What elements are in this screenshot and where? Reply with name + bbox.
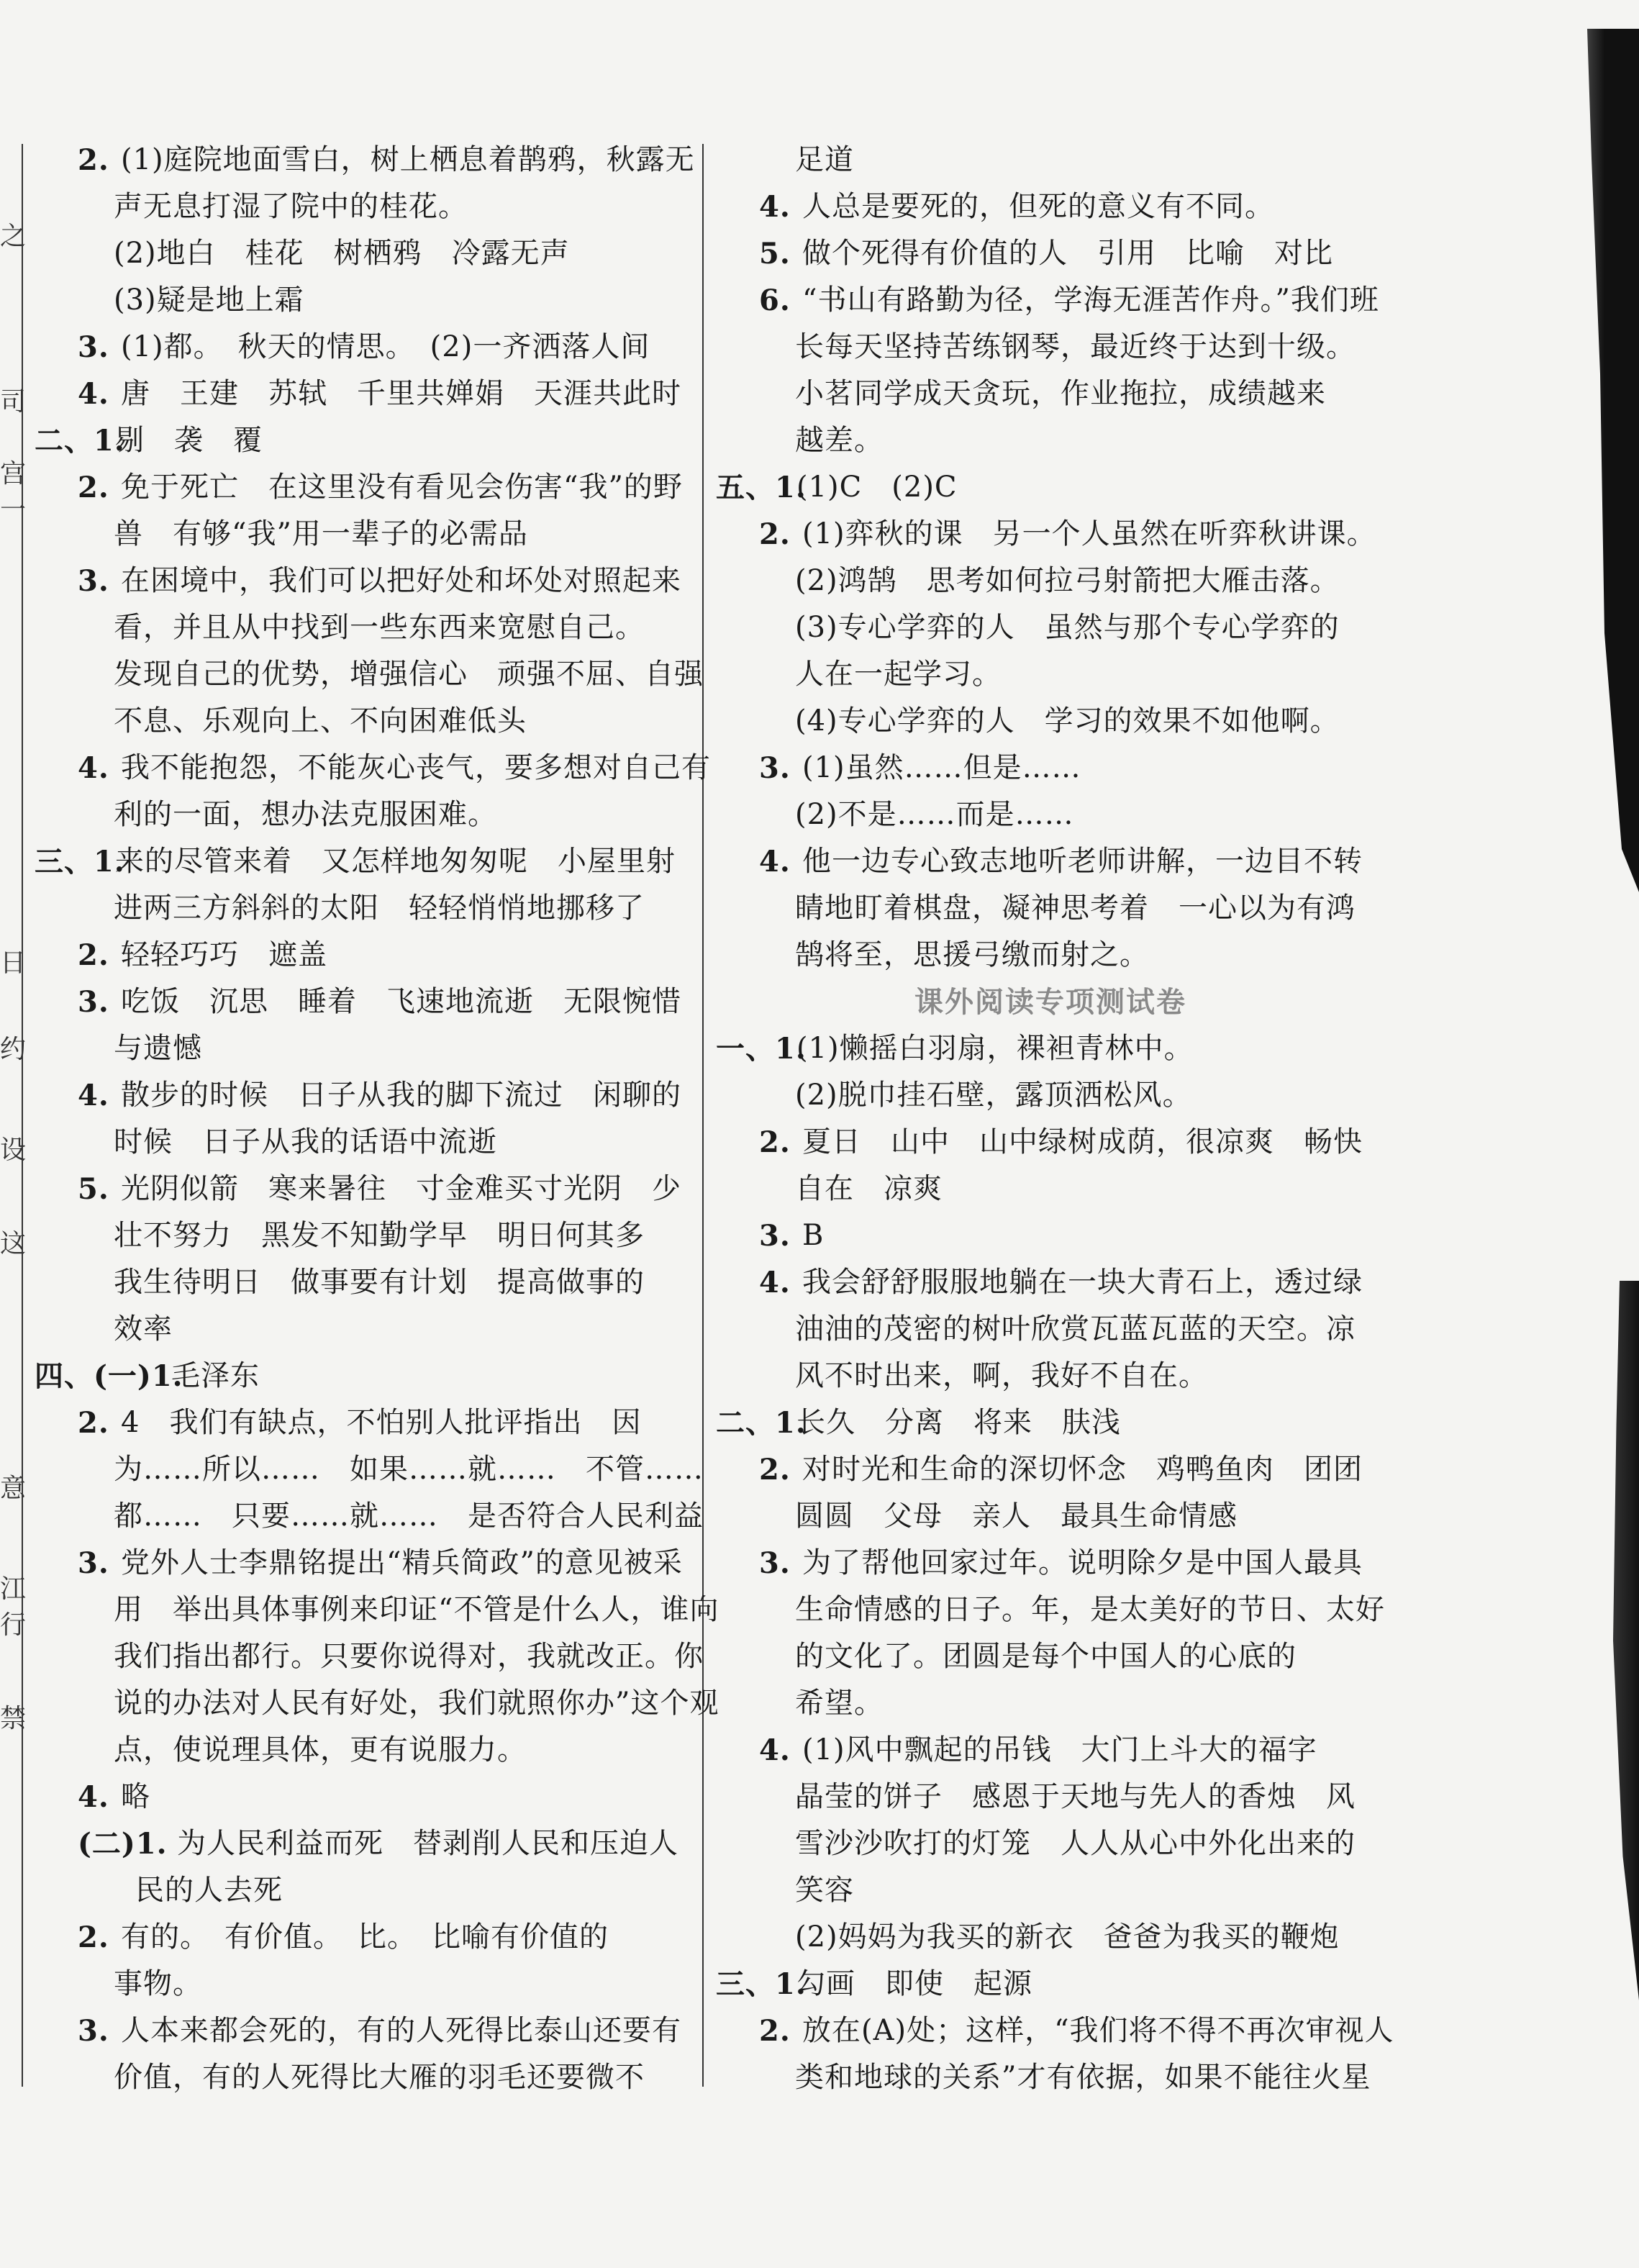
answer-text: B xyxy=(802,1219,825,1252)
left-margin-rule xyxy=(22,144,23,2087)
answer-text: (1)虽然……但是…… xyxy=(802,751,1081,784)
answer-text: (2)妈妈为我买的新衣 爸爸为我买的鞭炮 xyxy=(795,1920,1340,1954)
answer-line xyxy=(35,137,696,183)
answer-text: 圆圆 父母 亲人 最具生命情感 xyxy=(795,1500,1238,1533)
question-number: (二)1. xyxy=(78,1827,168,1861)
answer-line xyxy=(35,1680,719,1727)
question-number: 2. xyxy=(78,1406,109,1440)
answer-text: (3)疑是地上霜 xyxy=(114,284,304,317)
margin-char: 司 xyxy=(0,387,27,417)
answer-text: 吃饭 沉思 睡着 飞速地流逝 无限惋惜 xyxy=(121,985,681,1018)
answer-line xyxy=(35,651,704,698)
answer-text: 剔 袭 覆 xyxy=(115,424,263,457)
answer-text: 自在 凉爽 xyxy=(795,1172,943,1205)
question-number: 4. xyxy=(78,377,109,411)
question-number: 2. xyxy=(759,2014,791,2048)
answer-text: 声无息打湿了院中的桂花。 xyxy=(114,190,468,223)
question-number: 5. xyxy=(78,1172,109,1206)
answer-text: 说的办法对人民有好处，我们就照你办”这个观 xyxy=(114,1687,719,1720)
answer-line xyxy=(716,1212,1385,1259)
answer-text: 的文化了。团圆是每个中国人的心底的 xyxy=(795,1640,1297,1673)
question-number: 3. xyxy=(78,1546,109,1580)
question-number: 4. xyxy=(759,1733,791,1767)
answer-text: 唐 王建 苏轼 千里共婵娟 天涯共此时 xyxy=(121,377,681,410)
question-number: 4. xyxy=(759,190,791,224)
answer-line xyxy=(35,464,696,511)
left-column xyxy=(35,137,719,2101)
answer-text: 党外人士李鼎铭提出“精兵简政”的意见被采 xyxy=(121,1546,683,1579)
question-number: 四、(一)1. xyxy=(35,1359,183,1393)
answer-line xyxy=(716,1446,1385,1493)
answer-line xyxy=(716,885,1385,932)
answer-text: 长每天坚持苦练钢琴，最近终于达到十级。 xyxy=(795,330,1356,363)
answer-text: 光阴似箭 寒来暑往 寸金难买寸光阴 少 xyxy=(121,1172,681,1205)
answer-line xyxy=(35,1540,696,1587)
question-number: 5. xyxy=(759,237,791,271)
answer-line xyxy=(35,745,711,791)
question-number: 2. xyxy=(78,143,109,177)
question-number: 一、1. xyxy=(716,1032,807,1066)
question-number: 2. xyxy=(78,471,109,504)
answer-line xyxy=(35,1072,696,1119)
answer-line xyxy=(716,1259,1385,1306)
margin-char: 禁 xyxy=(0,1704,27,1733)
answer-line xyxy=(716,1353,1385,1400)
answer-line xyxy=(716,511,1385,558)
margin-char: 江 xyxy=(0,1574,27,1604)
answer-line xyxy=(35,371,696,417)
question-number: 3. xyxy=(759,1219,791,1253)
answer-line xyxy=(35,1353,696,1400)
answer-line xyxy=(35,1820,696,1867)
answer-text: 风不时出来，啊，我好不自在。 xyxy=(795,1359,1208,1392)
answer-text: (1)懒摇白羽扇，裸袒青林中。 xyxy=(796,1032,1194,1065)
answer-line xyxy=(35,1446,704,1493)
answer-text: 生命情感的日子。年，是太美好的节日、太好 xyxy=(795,1593,1385,1626)
question-number: 4. xyxy=(78,751,109,785)
answer-text: 时候 日子从我的话语中流逝 xyxy=(114,1125,497,1158)
section-title: 课外阅读专项测试卷 xyxy=(914,985,1186,1019)
answer-line xyxy=(716,371,1385,417)
question-number: 3. xyxy=(78,985,109,1019)
answer-line xyxy=(35,324,696,371)
answer-text: 不息、乐观向上、不向困难低头 xyxy=(114,704,527,738)
question-number: 2. xyxy=(759,517,791,551)
answer-text: 轻轻巧巧 遮盖 xyxy=(121,938,327,971)
answer-line xyxy=(716,1914,1385,1961)
answer-line xyxy=(716,1680,1385,1727)
question-number: 二、1. xyxy=(35,424,125,458)
answer-line xyxy=(716,1867,1385,1914)
answer-text: 对时光和生命的深切怀念 鸡鸭鱼肉 团团 xyxy=(802,1453,1363,1486)
answer-text: (1)庭院地面雪白，树上栖息着鹊鸦，秋露无 xyxy=(121,143,695,176)
answer-text: 油油的茂密的树叶欣赏瓦蓝瓦蓝的天空。凉 xyxy=(795,1312,1356,1346)
answer-line xyxy=(716,1961,1385,2008)
answer-line xyxy=(35,1259,696,1306)
answer-text: 发现自己的优势，增强信心 顽强不屈、自强 xyxy=(114,658,704,691)
answer-line xyxy=(716,324,1385,371)
question-number: 二、1. xyxy=(716,1406,807,1440)
answer-text: 放在(A)处；这样，“我们将不得不再次审视人 xyxy=(802,2014,1394,2047)
answer-text: 与遗憾 xyxy=(114,1032,202,1065)
answer-line xyxy=(716,1119,1385,1166)
answer-text: 略 xyxy=(121,1780,150,1813)
answer-text: 用 举出具体事例来印证“不管是什么人，谁向 xyxy=(114,1593,719,1626)
answer-line xyxy=(35,838,696,885)
answer-text: (3)专心学弈的人 虽然与那个专心学弈的 xyxy=(795,611,1340,644)
answer-line xyxy=(35,698,696,745)
margin-char: 意 xyxy=(0,1474,27,1503)
answer-line xyxy=(35,885,696,932)
answer-text: (2)地白 桂花 树栖鸦 冷露无声 xyxy=(114,237,570,270)
answer-line xyxy=(35,1212,696,1259)
answer-line xyxy=(716,137,1385,183)
margin-char: 一 xyxy=(0,495,27,525)
margin-char: 设 xyxy=(0,1135,27,1165)
question-number: 2. xyxy=(759,1453,791,1487)
question-number: 4. xyxy=(78,1079,109,1112)
answer-text: 我会舒舒服服地躺在一块大青石上，透过绿 xyxy=(802,1266,1363,1299)
answer-line xyxy=(35,1119,696,1166)
margin-char: 之 xyxy=(0,222,27,251)
question-number: 2. xyxy=(78,938,109,972)
question-number: 4. xyxy=(78,1780,109,1814)
answer-text: 效率 xyxy=(114,1312,173,1346)
answer-text: “书山有路勤为径，学海无涯苦作舟。”我们班 xyxy=(802,284,1379,317)
answer-line xyxy=(35,2054,696,2101)
answer-line xyxy=(35,1166,696,1212)
answer-line xyxy=(716,2054,1385,2101)
answer-text: (1)都。 秋天的情思。 (2)一齐洒落人间 xyxy=(121,330,650,363)
answer-text: 夏日 山中 山中绿树成荫，很凉爽 畅快 xyxy=(802,1125,1363,1158)
question-number: 3. xyxy=(759,1546,791,1580)
answer-line xyxy=(716,1306,1385,1353)
answer-line xyxy=(716,1633,1385,1680)
margin-char: 约 xyxy=(0,1035,27,1064)
question-number: 4. xyxy=(759,1266,791,1299)
question-number: 2. xyxy=(78,1920,109,1954)
answer-text: 笑容 xyxy=(795,1874,854,1907)
answer-text: 鹄将至，思援弓缴而射之。 xyxy=(795,938,1149,971)
answer-text: 毛泽东 xyxy=(171,1359,260,1392)
answer-line xyxy=(35,558,696,604)
answer-line xyxy=(716,1820,1385,1867)
scan-shadow-top xyxy=(1553,29,1639,892)
answer-line xyxy=(716,277,1385,324)
answer-line xyxy=(35,1025,696,1072)
answer-text: 民的人去死 xyxy=(135,1874,283,1907)
scan-shadow-bottom xyxy=(1574,1281,1639,2000)
answer-line xyxy=(35,1493,704,1540)
answer-text: 免于死亡 在这里没有看见会伤害“我”的野 xyxy=(121,471,683,504)
question-number: 3. xyxy=(78,330,109,364)
answer-text: 为人民利益而死 替剥削人民和压迫人 xyxy=(177,1827,678,1860)
answer-line xyxy=(716,183,1385,230)
answer-text: 人本来都会死的，有的人死得比泰山还要有 xyxy=(121,2014,681,2047)
answer-text: 散步的时候 日子从我的脚下流过 闲聊的 xyxy=(121,1079,681,1112)
answer-text: 价值，有的人死得比大雁的羽毛还要微不 xyxy=(114,2061,645,2094)
answer-line xyxy=(35,1867,696,1914)
answer-text: 希望。 xyxy=(795,1687,884,1720)
answer-text: (1)弈秋的课 另一个人虽然在听弈秋讲课。 xyxy=(802,517,1376,550)
answer-line xyxy=(35,277,696,324)
question-number: 五、1. xyxy=(716,471,807,504)
answer-text: 我们指出都行。只要你说得对，我就改正。你 xyxy=(114,1640,704,1673)
answer-line xyxy=(716,1540,1385,1587)
answer-line xyxy=(35,417,696,464)
answer-line xyxy=(716,1166,1385,1212)
answer-text: 4 我们有缺点，不怕别人批评指出 因 xyxy=(121,1406,642,1439)
answer-line xyxy=(35,511,696,558)
answer-line xyxy=(35,1400,696,1446)
answer-text: 勾画 即使 起源 xyxy=(796,1967,1032,2000)
answer-line xyxy=(716,1025,1385,1072)
margin-char: 行 xyxy=(0,1610,27,1640)
answer-text: (2)鸿鹄 思考如何拉弓射箭把大雁击落。 xyxy=(795,564,1340,597)
answer-text: 小茗同学成天贪玩，作业拖拉，成绩越来 xyxy=(795,377,1326,410)
answer-line xyxy=(716,838,1385,885)
answer-text: 晶莹的饼子 感恩于天地与先人的香烛 风 xyxy=(795,1780,1356,1813)
answer-line xyxy=(716,1774,1385,1820)
answer-text: 看，并且从中找到一些东西来宽慰自己。 xyxy=(114,611,645,644)
answer-text: (2)不是……而是…… xyxy=(795,798,1074,831)
answer-line xyxy=(716,464,1385,511)
answer-text: 在困境中，我们可以把好处和坏处对照起来 xyxy=(121,564,681,597)
answer-text: 足道 xyxy=(795,143,854,176)
question-number: 3. xyxy=(78,2014,109,2048)
answer-line xyxy=(35,183,696,230)
answer-line xyxy=(35,1633,704,1680)
answer-text: (1)风中飘起的吊钱 大门上斗大的福字 xyxy=(802,1733,1317,1766)
answer-line xyxy=(716,745,1385,791)
answer-line xyxy=(35,1961,696,2008)
answer-text: 我生待明日 做事要有计划 提高做事的 xyxy=(114,1266,645,1299)
question-number: 3. xyxy=(78,564,109,598)
question-number: 3. xyxy=(759,751,791,785)
column-divider xyxy=(702,144,704,2087)
answer-text: 雪沙沙吹打的灯笼 人人从心中外化出来的 xyxy=(795,1827,1356,1860)
answer-line xyxy=(716,791,1385,838)
answer-text: 事物。 xyxy=(114,1967,202,2000)
answer-line xyxy=(716,558,1385,604)
question-number: 6. xyxy=(759,284,791,317)
answer-line xyxy=(35,979,696,1025)
right-column xyxy=(716,137,1394,2101)
answer-text: 来的尽管来着 又怎样地匆匆呢 小屋里射 xyxy=(115,845,676,878)
question-number: 三、1. xyxy=(35,845,125,879)
answer-text: 为……所以…… 如果……就…… 不管…… xyxy=(114,1453,704,1486)
answer-line xyxy=(716,1072,1385,1119)
answer-text: 我不能抱怨，不能灰心丧气，要多想对自己有 xyxy=(121,751,711,784)
answer-text: 长久 分离 将来 肤浅 xyxy=(796,1406,1121,1439)
answer-line xyxy=(35,230,696,277)
answer-text: 壮不努力 黑发不知勤学早 明日何其多 xyxy=(114,1219,645,1252)
answer-text: 类和地球的关系”才有依据，如果不能往火星 xyxy=(795,2061,1371,2094)
answer-text: (1)C (2)C xyxy=(796,471,958,504)
answer-text: 做个死得有价值的人 引用 比喻 对比 xyxy=(802,237,1333,270)
answer-line xyxy=(716,604,1385,651)
question-number: 4. xyxy=(759,845,791,879)
answer-line xyxy=(716,417,1385,464)
answer-text: 兽 有够“我”用一辈子的必需品 xyxy=(114,517,528,550)
answer-line xyxy=(716,2008,1394,2054)
answer-text: (4)专心学弈的人 学习的效果不如他啊。 xyxy=(795,704,1340,738)
answer-line xyxy=(35,1914,696,1961)
answer-line xyxy=(35,791,696,838)
answer-text: 越差。 xyxy=(795,424,884,457)
answer-text: 人在一起学习。 xyxy=(795,658,1002,691)
answer-text: 点，使说理具体，更有说服力。 xyxy=(114,1733,527,1766)
answer-line xyxy=(716,1727,1385,1774)
answer-line xyxy=(716,698,1385,745)
answer-line xyxy=(35,1774,696,1820)
answer-line xyxy=(35,932,696,979)
answer-line xyxy=(35,2008,696,2054)
answer-line xyxy=(716,1493,1385,1540)
question-number: 三、1. xyxy=(716,1967,807,2001)
margin-char: 这 xyxy=(0,1229,27,1258)
answer-text: 都…… 只要……就…… 是否符合人民利益 xyxy=(114,1500,704,1533)
answer-line xyxy=(716,932,1385,979)
answer-text: 为了帮他回家过年。说明除夕是中国人最具 xyxy=(802,1546,1363,1579)
margin-char: 宫 xyxy=(0,459,27,489)
answer-line xyxy=(716,230,1385,277)
answer-text: 人总是要死的，但死的意义有不同。 xyxy=(802,190,1274,223)
answer-text: (2)脱巾挂石壁，露顶洒松风。 xyxy=(795,1079,1192,1112)
answer-line xyxy=(716,1400,1385,1446)
answer-line xyxy=(35,1727,696,1774)
answer-text: 他一边专心致志地听老师讲解，一边目不转 xyxy=(802,845,1363,878)
answer-line xyxy=(35,1587,719,1633)
answer-text: 有的。 有价值。 比。 比喻有价值的 xyxy=(121,1920,609,1954)
answer-text: 利的一面，想办法克服困难。 xyxy=(114,798,497,831)
question-number: 2. xyxy=(759,1125,791,1159)
answer-text: 睛地盯着棋盘，凝神思考着 一心以为有鸿 xyxy=(795,892,1356,925)
answer-line xyxy=(35,604,696,651)
answer-line xyxy=(716,651,1385,698)
answer-line xyxy=(35,1306,696,1353)
answer-line xyxy=(716,1587,1385,1633)
answer-text: 进两三方斜斜的太阳 轻轻悄悄地挪移了 xyxy=(114,892,645,925)
margin-char: 日 xyxy=(0,948,27,978)
